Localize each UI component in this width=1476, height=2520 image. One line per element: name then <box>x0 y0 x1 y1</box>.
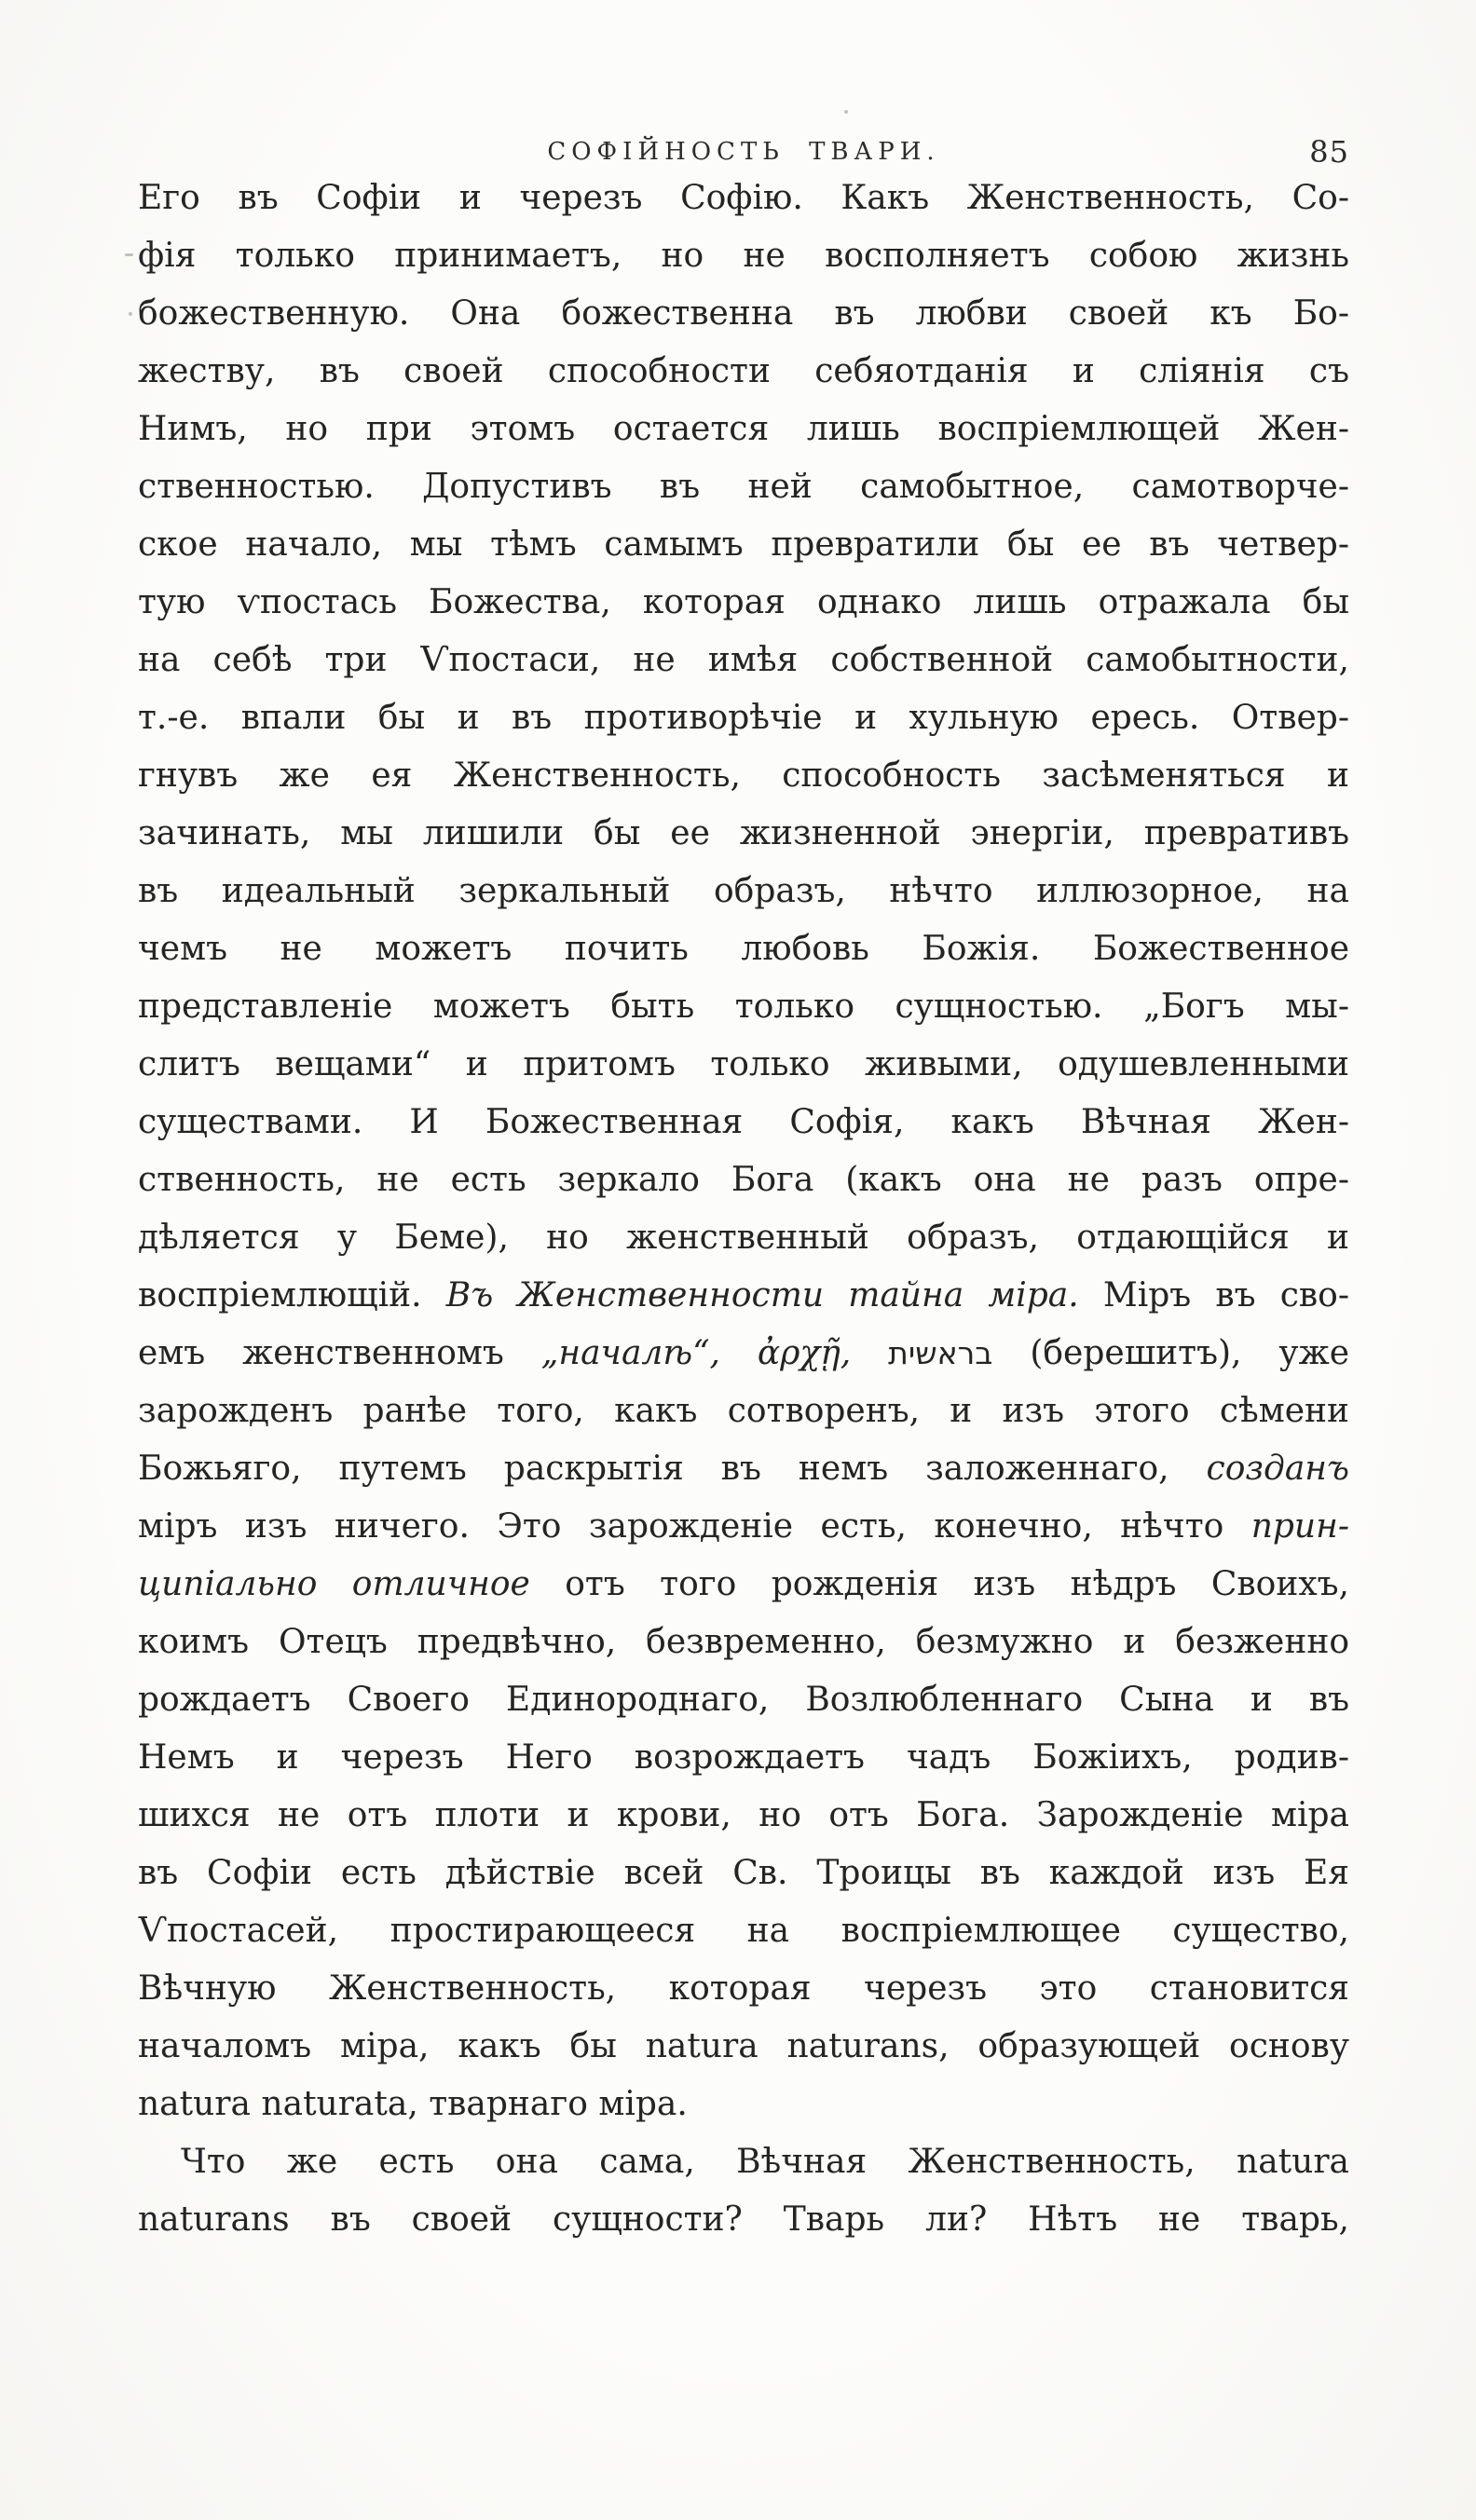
scan-speck <box>125 253 133 256</box>
text-segment: naturans въ своей сущности? Тварь ли? Нѣтъ не тварь, <box>138 2200 1349 2239</box>
text-segment: чемъ не можетъ почить любовь Божія. Божественное <box>138 930 1349 968</box>
text-line <box>138 2018 1349 2076</box>
text-segment: въ Софіи есть дѣйствіе всей Св. Троицы въ каждой изъ Ея <box>138 1854 1349 1892</box>
text-segment: ственность, не есть зеркало Бога (какъ она не разъ опре- <box>138 1161 1349 1199</box>
text-segment <box>720 1334 758 1372</box>
text-segment: ственностью. Допустивъ въ ней самобытное, самотворче- <box>138 468 1349 506</box>
text-segment: гнувъ же ея Женственность, способность засѣменяться и <box>138 756 1349 795</box>
text-segment: воспріемлющій. <box>138 1276 446 1314</box>
text-segment: Божьяго, путемъ раскрытія въ немъ заложеннаго, <box>138 1450 1207 1488</box>
text-line <box>138 285 1349 343</box>
text-line <box>138 401 1349 458</box>
text-segment: фія только принимаетъ, но не восполняетъ собою жизнь <box>138 237 1349 275</box>
text-segment: существами. И Божественная Софія, какъ Вѣчная Жен- <box>138 1103 1349 1141</box>
text-segment: Ѵпостасей, простирающееся на воспріемлющее существо, <box>138 1912 1349 1950</box>
text-segment: отъ того рожденія изъ нѣдръ Своихъ, <box>529 1565 1349 1603</box>
text-segment: (берешитъ), уже <box>992 1334 1350 1372</box>
text-line <box>138 2076 1349 2133</box>
text-line <box>138 1614 1349 1671</box>
text-line <box>138 574 1349 632</box>
text-line <box>138 689 1349 747</box>
text-line <box>138 516 1349 574</box>
text-segment: Міръ въ сво- <box>1078 1276 1349 1314</box>
text-segment: жеству, въ своей способности себяотданія и сліянія съ <box>138 352 1349 390</box>
text-line <box>138 458 1349 516</box>
text-segment: представленіе можетъ быть только сущностью. „Богъ мы- <box>138 988 1349 1026</box>
text-line <box>138 343 1349 401</box>
text-segment: Его въ Софіи и черезъ Софію. Какъ Женственность, Со- <box>138 179 1349 217</box>
text-segment: т.-е. впали бы и въ противорѣчіе и хульную ересь. Отвер- <box>138 699 1349 737</box>
text-line <box>138 920 1349 978</box>
text-segment: тую ѵпостась Божества, которая однако лишь отражала бы <box>138 583 1349 621</box>
text-segment: коимъ Отецъ предвѣчно, безвременно, безмужно и безженно <box>138 1623 1349 1661</box>
text-line <box>138 2191 1349 2249</box>
text-line <box>138 1209 1349 1267</box>
text-segment: дѣляется у Беме), но женственный образъ, отдающійся и <box>138 1219 1349 1257</box>
text-segment: Вѣчную Женственность, которая черезъ это становится <box>138 1969 1349 2008</box>
text-segment: шихся не отъ плоти и крови, но отъ Бога. Зарожденіе міра <box>138 1796 1349 1834</box>
text-line <box>138 863 1349 920</box>
text-line <box>138 747 1349 805</box>
page-text <box>138 170 1349 2249</box>
text-line <box>138 1325 1349 1383</box>
text-line <box>138 1845 1349 1902</box>
text-line <box>138 978 1349 1036</box>
text-segment: на себѣ три Ѵпостаси, не имѣя собственной самобытности, <box>138 641 1349 679</box>
scan-speck <box>844 110 848 114</box>
text-line <box>138 805 1349 863</box>
text-segment: рождаетъ Своего Единороднаго, Возлюбленнаго Сына и въ <box>138 1681 1349 1719</box>
text-line <box>138 170 1349 227</box>
text-line <box>138 1440 1349 1498</box>
text-line <box>138 632 1349 689</box>
text-line <box>138 1729 1349 1787</box>
text-segment: зарожденъ ранѣе того, какъ сотворенъ, и изъ этого сѣмени <box>138 1392 1349 1430</box>
running-header-title: СОФІЙНОСТЬ ТВАРИ. <box>547 138 940 166</box>
scan-speck <box>129 312 132 316</box>
text-segment: Немъ и черезъ Него возрождаетъ чадъ Божіихъ, родив- <box>138 1738 1349 1777</box>
text-segment: Въ Женственности тайна міра. <box>445 1276 1079 1314</box>
text-segment: началомъ міра, какъ бы natura naturans, образующей основу <box>138 2027 1349 2065</box>
text-segment: ἀρχῇ, <box>757 1334 852 1372</box>
text-segment: прин- <box>1250 1507 1349 1546</box>
text-line <box>138 2133 1349 2191</box>
text-line <box>138 1787 1349 1845</box>
text-line <box>138 1036 1349 1094</box>
text-segment: въ идеальный зеркальный образъ, нѣчто иллюзорное, на <box>138 872 1349 910</box>
text-line <box>138 1151 1349 1209</box>
text-segment: natura naturata, тварнаго міра. <box>138 2085 688 2123</box>
text-line <box>138 1267 1349 1325</box>
text-segment <box>851 1334 888 1372</box>
text-line <box>138 1960 1349 2018</box>
text-segment: ское начало, мы тѣмъ самымъ превратили бы ее въ четвер- <box>138 525 1349 564</box>
text-segment: слитъ вещами“ и притомъ только живыми, одушевленными <box>138 1045 1349 1083</box>
text-segment: „началѣ“, <box>540 1334 720 1372</box>
text-line <box>138 1383 1349 1440</box>
page-number: 85 <box>1309 134 1349 170</box>
text-line <box>138 1902 1349 1960</box>
text-segment: Нимъ, но при этомъ остается лишь воспріемлющей Жен- <box>138 410 1349 448</box>
text-segment: созданъ <box>1206 1450 1349 1488</box>
text-segment: Что же есть она сама, Вѣчная Женственность, natura <box>181 2143 1349 2181</box>
text-line <box>138 1094 1349 1151</box>
text-segment: міръ изъ ничего. Это зарожденіе есть, конечно, нѣчто <box>138 1507 1251 1546</box>
text-line <box>138 227 1349 285</box>
text-line <box>138 1498 1349 1556</box>
text-line <box>138 1556 1349 1614</box>
text-segment: божественную. Она божественна въ любви своей къ Бо- <box>138 294 1349 333</box>
text-segment: בראשית <box>888 1335 993 1371</box>
text-segment: зачинать, мы лишили бы ее жизненной энергіи, превративъ <box>138 814 1349 852</box>
text-segment: емъ женственномъ <box>138 1334 541 1372</box>
text-line <box>138 1671 1349 1729</box>
text-segment: ципіально отличное <box>138 1565 530 1603</box>
